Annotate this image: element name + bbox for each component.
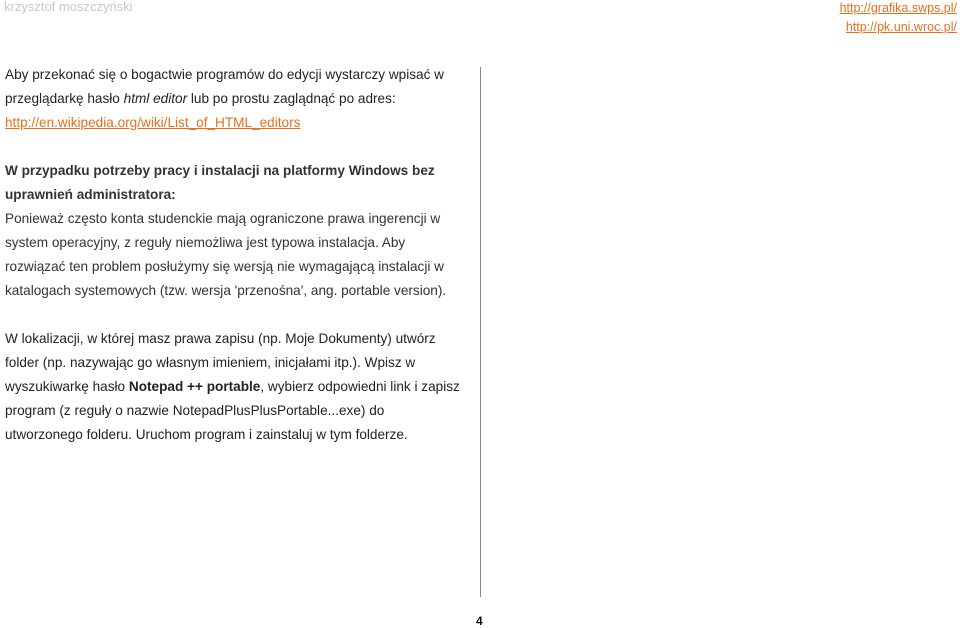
paragraph-portable: Ponieważ często konta studenckie mają ograniczone prawa ingerencji w system operacyjny, z reguły niemożliwa jest typowa instalacja. Aby rozwiązać ten problem posłużymy się wersją nie wymagającą instalacji w katalogach systemowych (tzw. wersja 'przenośna', ang. portable version). (5, 211, 447, 298)
header-links (840, 0, 957, 37)
intro-text-before: Aby przekonać się o bogactwie programów do edycji wystarczy wpisać w przeglądarkę hasło (5, 67, 444, 106)
link-pk-uni-wroc[interactable]: http://pk.uni.wroc.pl/ (845, 20, 957, 34)
instructions-text-after: , wybierz odpowiedni link i zapisz program (z reguły o nazwie NotepadPlusPlusPortable...exe) do utworzonego folderu. Uruchom program i zainstaluj w tym folderze. (5, 379, 460, 442)
author-name: krzysztof moszczyński (4, 0, 133, 14)
intro-text-after: lub po prostu zaglądnąć po adres: (187, 91, 396, 106)
instructions-text-before: W lokalizacji, w której masz prawa zapisu (np. Moje Dokumenty) utwórz folder (np. nazywając go własnym imieniem, inicjałami itp.). Wpisz w wyszukiwarkę hasło (5, 331, 436, 394)
paragraph-intro (5, 63, 460, 135)
link-grafika-swps[interactable]: http://grafika.swps.pl/ (839, 1, 957, 15)
column-divider (480, 67, 481, 597)
intro-emphasis: html editor (123, 91, 188, 106)
instructions-strong: Notepad ++ portable (128, 379, 261, 394)
wikipedia-editors-link[interactable]: http://en.wikipedia.org/wiki/List_of_HTML_editors (5, 115, 301, 130)
spacer (5, 303, 460, 327)
main-content (5, 63, 460, 447)
section-heading: W przypadku potrzeby pracy i instalacji na platformy Windows bez uprawnień administratora: (5, 163, 435, 202)
page-number: 4 (476, 614, 483, 628)
spacer (5, 135, 460, 159)
paragraph-instructions (5, 327, 460, 447)
